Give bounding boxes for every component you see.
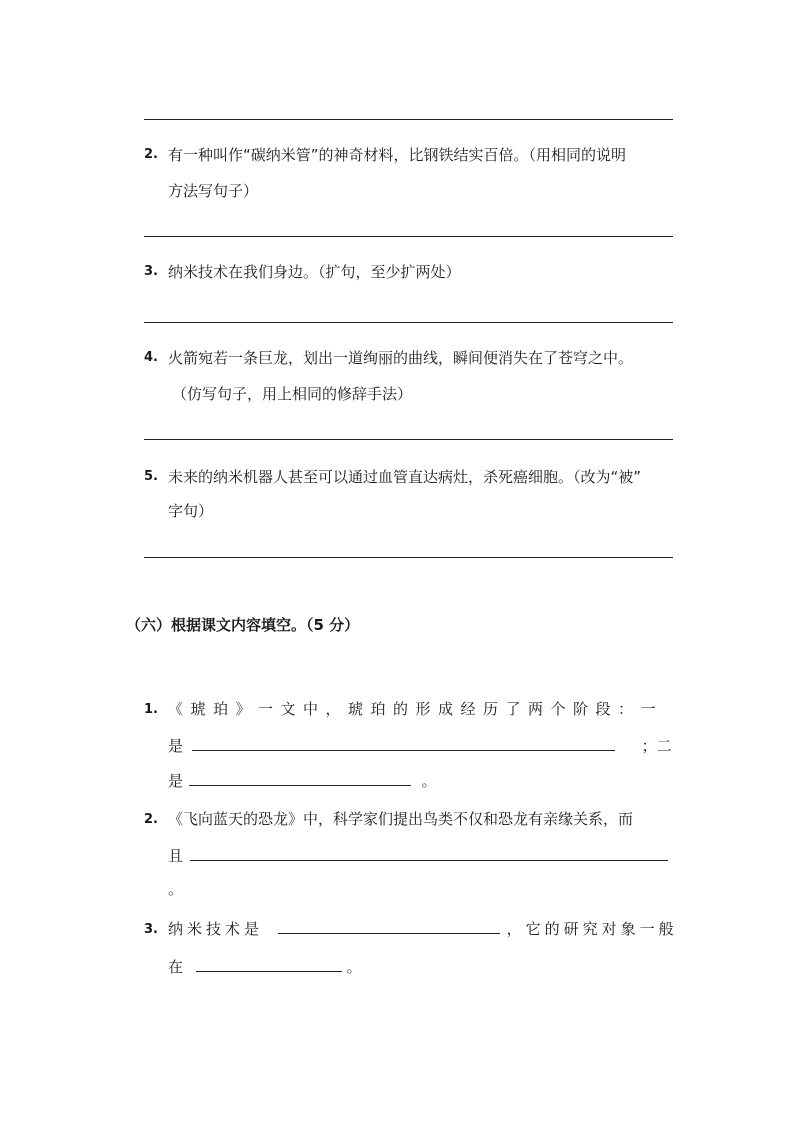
item-text-line: 方法写句子）	[168, 182, 259, 200]
item-number: 3.	[144, 264, 158, 279]
answer-line-4[interactable]	[144, 439, 673, 440]
item-text-line: 《飞向蓝天的恐龙》中，科学家们提出鸟类不仅和恐龙有亲缘关系，而	[168, 810, 634, 828]
fill-line	[168, 918, 678, 939]
item-number: 3.	[144, 922, 158, 937]
item-text-line: 字句）	[168, 502, 214, 520]
fill-line	[168, 845, 668, 866]
fill-line	[168, 735, 672, 756]
fill-blank[interactable]	[192, 736, 615, 751]
fill-prefix: 是	[168, 737, 184, 755]
item-number: 4.	[144, 350, 158, 365]
fill-blank[interactable]	[278, 919, 500, 934]
item-text-line: 。	[168, 880, 184, 898]
fill-suffix: ，它的研究对象一般	[506, 920, 678, 938]
item-number: 2.	[144, 147, 158, 162]
fill-prefix: 在	[168, 958, 184, 976]
item-text-line: 纳米技术在我们身边。（扩句，至少扩两处）	[168, 263, 461, 281]
fill-prefix: 纳米技术是	[168, 920, 264, 938]
fill-line	[168, 770, 437, 791]
fill-blank[interactable]	[196, 957, 342, 972]
fill-suffix: ；二	[641, 737, 672, 755]
item-number: 2.	[144, 812, 158, 827]
fill-prefix: 是	[168, 772, 184, 790]
fill-line	[168, 956, 362, 977]
fill-suffix: 。	[421, 772, 437, 790]
fill-blank[interactable]	[189, 771, 411, 786]
fill-prefix: 且	[168, 847, 184, 865]
item-number: 1.	[144, 702, 158, 717]
answer-line-2[interactable]	[144, 236, 673, 237]
answer-line-1[interactable]	[144, 119, 673, 120]
fill-blank[interactable]	[190, 846, 668, 861]
fill-suffix: 。	[346, 958, 362, 976]
item-text-line: （仿写句子，用上相同的修辞手法）	[172, 385, 413, 403]
answer-line-5[interactable]	[144, 557, 673, 558]
item-number: 5.	[144, 469, 158, 484]
item-text-line: 有一种叫作“碳纳米管”的神奇材料，比钢铁结实百倍。（用相同的说明	[168, 146, 627, 164]
item-text-line: 《琥珀》一文中，琥珀的形成经历了两个阶段：一	[168, 700, 664, 718]
item-text-line: 未来的纳米机器人甚至可以通过血管直达病灶，杀死癌细胞。（改为“被”	[168, 468, 642, 486]
item-text-line: 火箭宛若一条巨龙，划出一道绚丽的曲线，瞬间便消失在了苍穹之中。	[168, 349, 634, 367]
section-heading: （六）根据课文内容填空。（5 分）	[126, 616, 360, 634]
answer-line-3[interactable]	[144, 322, 673, 323]
